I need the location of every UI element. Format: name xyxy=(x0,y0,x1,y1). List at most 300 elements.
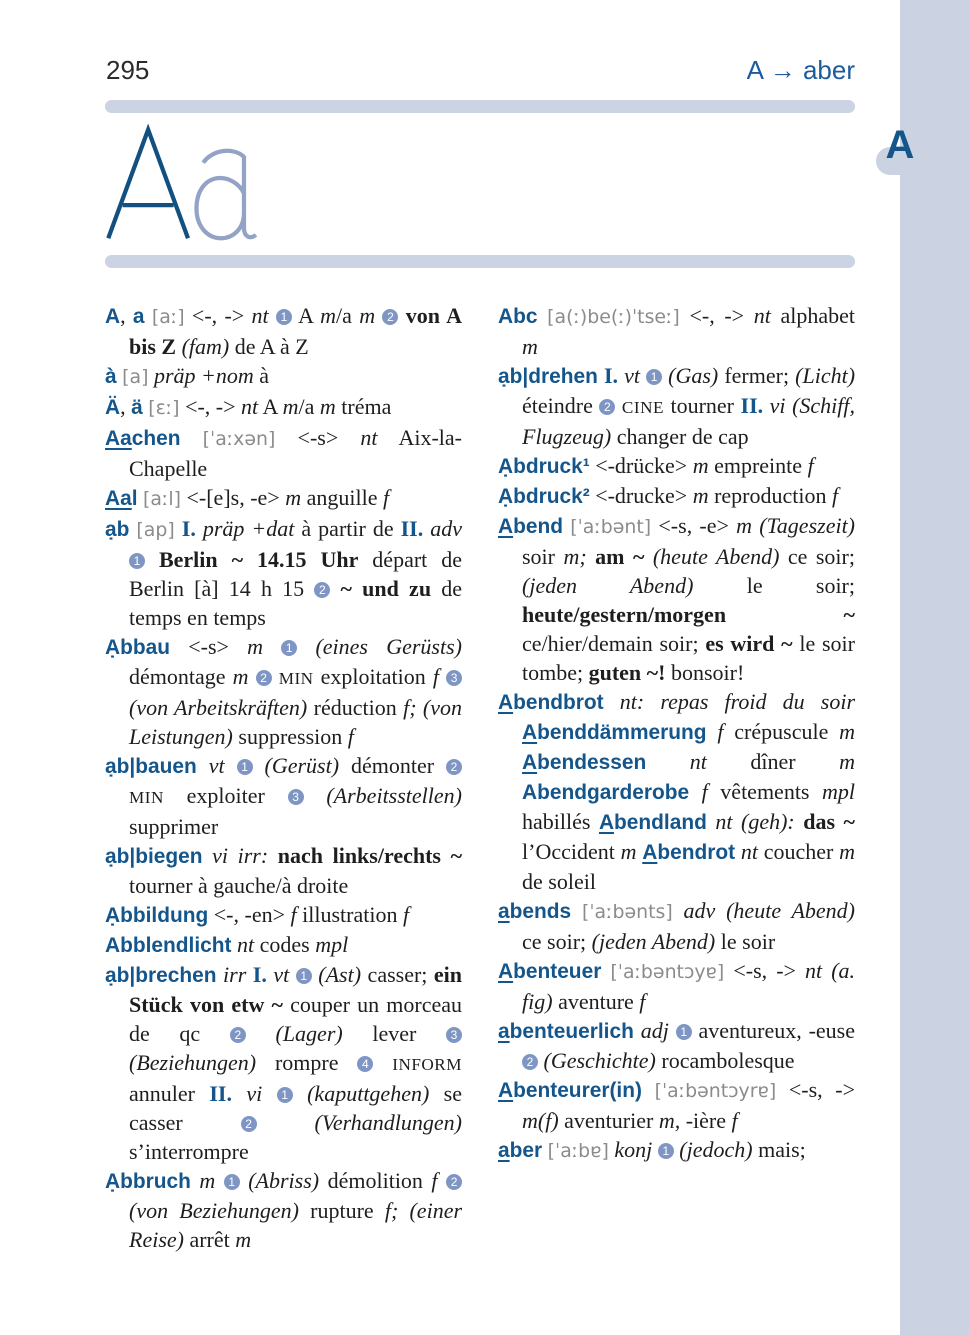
grammar-or-sense-label: (jedoch) xyxy=(679,1137,753,1162)
headword: benddämmerung xyxy=(537,721,707,744)
translation-text xyxy=(304,783,327,808)
roman-numeral: I. xyxy=(181,516,196,541)
translation-text: <-, -> xyxy=(184,303,252,328)
headword: ä xyxy=(131,396,143,419)
thumb-index-tab-letter: A xyxy=(885,123,915,167)
translation-text: de soleil xyxy=(522,869,596,894)
grammar-or-sense-label: (Lager) xyxy=(275,1021,343,1046)
sense-number-badge: 2 xyxy=(314,582,330,598)
headword: à xyxy=(105,365,117,388)
subject-field-label: CINE xyxy=(621,398,664,417)
bold-example: das ~ xyxy=(803,809,855,834)
big-letter-A-glyph xyxy=(108,130,188,239)
translation-text xyxy=(197,753,209,778)
translation-text: réduction xyxy=(307,695,404,720)
grammar-or-sense-label: m xyxy=(247,634,264,659)
grammar-or-sense-label: m xyxy=(319,394,336,419)
translation-text xyxy=(297,634,315,659)
entry-Abbildung xyxy=(105,900,462,930)
grammar-or-sense-label: (eines Gerüsts) xyxy=(315,634,462,659)
translation-text xyxy=(634,1018,641,1043)
headword: bend xyxy=(513,515,563,538)
grammar-or-sense-label: nt xyxy=(237,932,255,957)
entry-a-grave xyxy=(105,361,462,392)
translation-text xyxy=(673,898,684,923)
sense-number-badge: 2 xyxy=(241,1116,257,1132)
bold-example: ~ und zu xyxy=(340,576,432,601)
entry-abenteuerlich xyxy=(498,1016,855,1075)
subject-field-label: MIN xyxy=(278,669,314,688)
translation-text: <-, -en> xyxy=(208,902,291,927)
roman-numeral: II. xyxy=(740,393,764,418)
headword: bends xyxy=(509,900,572,923)
headword: benteurer(in) xyxy=(513,1079,642,1102)
headword: Abendgarderobe xyxy=(522,781,690,804)
translation-text: reproduction xyxy=(708,483,832,508)
sense-number-badge: 2 xyxy=(256,670,272,686)
headword: bendbrot xyxy=(513,691,604,714)
grammar-or-sense-label: (von Beziehungen) xyxy=(129,1198,299,1223)
grammar-or-sense-label: f xyxy=(290,902,297,927)
page-number: 295 xyxy=(106,55,150,85)
sense-number-badge: 2 xyxy=(522,1054,538,1070)
translation-text: bonsoir! xyxy=(665,660,745,685)
translation-text xyxy=(537,303,547,328)
entry-aber xyxy=(498,1135,855,1166)
translation-text: <-s, -e> xyxy=(651,513,737,538)
entry-Abend xyxy=(498,511,855,687)
grammar-or-sense-label: nt xyxy=(241,394,259,419)
grammar-or-sense-label: vt xyxy=(624,363,640,388)
translation-text xyxy=(652,1137,658,1162)
translation-text: vêtements xyxy=(707,779,822,804)
translation-text: <-, -> xyxy=(179,394,242,419)
translation-text: couper un morceau de qc xyxy=(129,992,463,1046)
translation-text: suppression xyxy=(232,724,348,749)
translation-text xyxy=(215,1168,223,1193)
headword: bendland xyxy=(614,811,707,834)
sense-number-badge: 1 xyxy=(296,968,312,984)
roman-numeral: I. xyxy=(252,962,267,987)
translation-text xyxy=(180,425,202,450)
grammar-or-sense-label: (Verhandlungen) xyxy=(314,1110,462,1135)
translation-text: Aix-la-Chapelle xyxy=(129,425,463,481)
translation-text xyxy=(263,634,281,659)
phonetic-transcription: [ɛː] xyxy=(148,397,180,419)
translation-text xyxy=(715,898,726,923)
translation-text: , xyxy=(120,394,132,419)
translation-text: , xyxy=(120,303,133,328)
grammar-or-sense-label: f xyxy=(639,989,646,1014)
translation-text xyxy=(398,303,405,328)
translation-text xyxy=(398,1198,409,1223)
translation-text: rocambolesque xyxy=(655,1048,795,1073)
translation-text xyxy=(373,1050,392,1075)
translation-text: exploitation xyxy=(313,664,433,689)
translation-text xyxy=(571,898,582,923)
grammar-or-sense-label: (jeden Abend) xyxy=(522,573,694,598)
grammar-or-sense-label: konj xyxy=(614,1137,653,1162)
translation-text xyxy=(669,1018,676,1043)
translation-text: éteindre xyxy=(522,393,600,418)
entry-Abbruch xyxy=(105,1166,462,1254)
translation-text xyxy=(268,843,278,868)
grammar-or-sense-label: m xyxy=(232,664,249,689)
entry-Abc xyxy=(498,301,855,361)
headword: ạb|drehen xyxy=(498,365,598,388)
entry-Aachen xyxy=(105,423,462,483)
translation-text xyxy=(225,753,237,778)
headword-underlined: A xyxy=(642,841,658,864)
translation-text: <-drucke> xyxy=(589,483,693,508)
grammar-or-sense-label: m xyxy=(320,303,337,328)
headword-underlined: Aa xyxy=(105,487,132,510)
phonetic-transcription: [ˈaːbɐ] xyxy=(547,1140,609,1162)
headword: Ạbbau xyxy=(105,636,170,659)
grammar-or-sense-label: irr xyxy=(223,962,247,987)
headword: Abblendlicht xyxy=(105,934,232,957)
grammar-or-sense-label: nt xyxy=(360,425,378,450)
grammar-or-sense-label: (Ast) xyxy=(318,962,362,987)
grammar-or-sense-label: vi xyxy=(246,1081,263,1106)
entry-ab xyxy=(105,514,462,632)
headword: Ạbdruck¹ xyxy=(498,455,590,478)
translation-text xyxy=(795,809,804,834)
translation-text xyxy=(246,1021,276,1046)
translation-text: le soir tombe; xyxy=(522,631,855,685)
entry-Abenteuer xyxy=(498,956,855,1016)
grammar-or-sense-label: mpl xyxy=(315,932,349,957)
phonetic-transcription: [ˈaːbəntɔyɐ] xyxy=(610,961,725,983)
translation-text xyxy=(438,1168,446,1193)
translation-text xyxy=(249,664,256,689)
headword-underlined: a xyxy=(498,1020,510,1043)
headword-underlined: a xyxy=(498,1139,510,1162)
grammar-or-sense-label: mpl xyxy=(822,779,855,804)
grammar-or-sense-label: nt xyxy=(689,749,707,774)
grammar-or-sense-label: f xyxy=(832,483,839,508)
translation-text: crépuscule xyxy=(723,719,840,744)
subject-field-label: MIN xyxy=(129,788,164,807)
translation-text: codes xyxy=(254,932,316,957)
grammar-or-sense-label: adv xyxy=(683,898,716,923)
phonetic-transcription: [ˈaːxən] xyxy=(202,428,276,450)
translation-text: /a xyxy=(336,303,360,328)
bold-example: von A bis Z xyxy=(129,303,463,359)
translation-text xyxy=(269,303,276,328)
translation-text xyxy=(375,303,382,328)
grammar-or-sense-label: m xyxy=(839,839,856,864)
translation-text xyxy=(145,303,152,328)
translation-text: aventurier xyxy=(558,1108,659,1133)
headword-underlined: Aa xyxy=(105,427,132,450)
translation-text: <-s, -> xyxy=(776,1077,856,1102)
translation-text: ce soir; xyxy=(779,544,855,569)
grammar-or-sense-label: f xyxy=(701,779,708,804)
translation-text: le soir xyxy=(715,929,776,954)
grammar-or-sense-label: vt xyxy=(273,962,290,987)
translation-text: à partir de xyxy=(294,516,401,541)
headword: Abc xyxy=(498,305,538,328)
headword-underlined: A xyxy=(498,515,514,538)
sense-number-badge: 1 xyxy=(281,640,297,656)
translation-text xyxy=(439,664,446,689)
translation-text: <-[e]s, -e> xyxy=(181,485,286,510)
header-guide-words: A → aber xyxy=(746,55,855,85)
grammar-or-sense-label: m(f) xyxy=(522,1108,559,1133)
grammar-or-sense-label: m xyxy=(839,719,856,744)
entries-area xyxy=(105,301,855,1254)
headword: ạb|brechen xyxy=(105,964,217,987)
headword: a xyxy=(132,305,145,328)
phonetic-transcription: [ˈaːbənt] xyxy=(570,516,652,538)
translation-text: <-s> xyxy=(275,425,361,450)
phonetic-transcription: [a(ː)be(ː)ˈtseː] xyxy=(547,306,680,328)
grammar-or-sense-label: nt xyxy=(740,839,758,864)
translation-text: l’Occident xyxy=(522,839,621,864)
translation-text: <-, -> xyxy=(679,303,754,328)
translation-text xyxy=(644,544,652,569)
translation-text: démontage xyxy=(129,664,233,689)
grammar-or-sense-label: f; xyxy=(403,695,417,720)
translation-text: rupture xyxy=(299,1198,385,1223)
translation-text: <-s> xyxy=(170,634,248,659)
translation-text xyxy=(587,544,595,569)
grammar-or-sense-label: (von Arbeitskräften) xyxy=(129,695,308,720)
grammar-or-sense-label: (Beziehungen) xyxy=(129,1050,257,1075)
headword: ạb|bauen xyxy=(105,755,197,778)
translation-text xyxy=(289,962,296,987)
grammar-or-sense-label: m xyxy=(199,1168,216,1193)
grammar-or-sense-label: m; xyxy=(563,544,587,569)
translation-text xyxy=(272,664,279,689)
translation-text: anguille xyxy=(301,485,383,510)
sense-number-badge: 4 xyxy=(357,1056,373,1072)
grammar-or-sense-label: (fam) xyxy=(181,334,230,359)
headword: bendessen xyxy=(537,751,647,774)
translation-text xyxy=(646,749,690,774)
grammar-or-sense-label: nt xyxy=(251,303,269,328)
headword: chen xyxy=(131,427,181,450)
phonetic-transcription: [aːl] xyxy=(143,488,181,510)
headword: Ạbbruch xyxy=(105,1170,191,1193)
grammar-or-sense-label: (heute Abend) xyxy=(726,898,856,923)
translation-text: exploiter xyxy=(163,783,288,808)
translation-text xyxy=(293,1081,307,1106)
grammar-or-sense-label: f xyxy=(432,664,439,689)
translation-text xyxy=(707,719,718,744)
grammar-or-sense-label: nt: repas froid du soir xyxy=(619,689,856,714)
sense-number-badge: 2 xyxy=(599,399,615,415)
sense-number-badge: 1 xyxy=(276,309,292,325)
translation-text: à xyxy=(253,363,270,388)
entry-Abbau xyxy=(105,632,462,751)
grammar-or-sense-label: f; xyxy=(384,1198,399,1223)
translation-text: tréma xyxy=(335,394,392,419)
headword: l xyxy=(131,487,138,510)
grammar-or-sense-label: nt xyxy=(805,958,823,983)
translation-text xyxy=(262,1081,276,1106)
grammar-or-sense-label: (Licht) xyxy=(795,363,856,388)
translation-text: le soir; xyxy=(693,573,855,598)
translation-text: habillés xyxy=(522,809,599,834)
translation-text: aventureux, -euse xyxy=(691,1018,855,1043)
entry-A-a xyxy=(105,301,462,361)
grammar-or-sense-label: m xyxy=(282,394,299,419)
entry-ab-biegen xyxy=(105,841,462,900)
grammar-or-sense-label: (Abriss) xyxy=(248,1168,320,1193)
grammar-or-sense-label: f xyxy=(717,719,724,744)
grammar-or-sense-label: m xyxy=(620,839,637,864)
sense-number-badge: 2 xyxy=(446,1174,462,1190)
phonetic-transcription: [a] xyxy=(122,366,149,388)
translation-text: /a xyxy=(298,394,320,419)
grammar-or-sense-label: (Gerüst) xyxy=(264,753,340,778)
grammar-or-sense-label: (Gas) xyxy=(668,363,719,388)
grammar-or-sense-label: m xyxy=(359,303,376,328)
headword: Ạbbildung xyxy=(105,904,209,927)
translation-text xyxy=(822,958,831,983)
translation-text xyxy=(604,689,620,714)
roman-numeral: II. xyxy=(400,516,424,541)
grammar-or-sense-label: adv xyxy=(430,516,463,541)
grammar-or-sense-label: präp +nom xyxy=(153,363,254,388)
translation-text: s’interrompre xyxy=(129,1139,249,1164)
top-divider-bar xyxy=(105,100,855,113)
bold-example: es wird ~ xyxy=(705,631,793,656)
headword: benteuerlich xyxy=(509,1020,634,1043)
grammar-or-sense-label: vi irr: xyxy=(212,843,269,868)
translation-text: de temps en temps xyxy=(129,576,463,630)
phonetic-transcription: [ap] xyxy=(136,519,175,541)
translation-text xyxy=(232,1081,246,1106)
translation-text: départ de Berlin [à] 14 h 15 xyxy=(129,547,462,601)
grammar-or-sense-label: nt (geh): xyxy=(715,809,795,834)
grammar-or-sense-label: (jeden Abend) xyxy=(591,929,716,954)
sense-number-badge: 3 xyxy=(288,789,304,805)
translation-text: A xyxy=(292,303,321,328)
entry-Abblendlicht xyxy=(105,930,462,960)
translation-text: <-drücke> xyxy=(589,453,693,478)
sense-number-badge: 1 xyxy=(646,369,662,385)
grammar-or-sense-label: m xyxy=(839,749,855,774)
bold-example: ein Stück von etw ~ xyxy=(129,962,463,1017)
translation-text: soir xyxy=(522,544,564,569)
subject-field-label: INFORM xyxy=(392,1055,462,1074)
sense-number-badge: 1 xyxy=(676,1024,692,1040)
translation-text: se casser xyxy=(129,1081,463,1135)
grammar-or-sense-label: (heute Abend) xyxy=(652,544,780,569)
big-letter-a-glyph xyxy=(196,151,255,238)
sense-number-badge: 1 xyxy=(237,759,253,775)
entry-Abdruck-2 xyxy=(498,481,855,511)
bold-example: Berlin ~ 14.15 Uhr xyxy=(158,547,359,572)
bold-example: guten ~! xyxy=(588,660,666,685)
translation-text: ce soir; xyxy=(522,929,592,954)
translation-text xyxy=(330,576,340,601)
grammar-or-sense-label: (Arbeitsstellen) xyxy=(326,783,462,808)
headword-underlined: A xyxy=(498,691,514,714)
headword-underlined: A xyxy=(498,1079,514,1102)
translation-text: illustration xyxy=(296,902,403,927)
sense-number-badge: 1 xyxy=(658,1143,674,1159)
translation-text xyxy=(203,843,213,868)
translation-text: A xyxy=(258,394,283,419)
grammar-or-sense-label: vi xyxy=(769,393,786,418)
grammar-or-sense-label: m xyxy=(522,334,538,359)
column-right xyxy=(498,301,855,1254)
entry-Aal xyxy=(105,483,462,514)
grammar-or-sense-label: (Schiff, Flugzeug) xyxy=(522,393,856,449)
grammar-or-sense-label: vt xyxy=(208,753,225,778)
bold-example: am ~ xyxy=(595,544,645,569)
translation-text: ce/hier/demain soir; xyxy=(522,631,706,656)
entry-Abendbrot-group xyxy=(498,687,855,896)
translation-text: alphabet xyxy=(770,303,856,328)
headword: Ạbdruck² xyxy=(498,485,590,508)
grammar-or-sense-label: (a. fig) xyxy=(522,958,856,1014)
thumb-index-band xyxy=(900,0,969,1335)
translation-text xyxy=(145,547,159,572)
translation-text: rompre xyxy=(256,1050,358,1075)
translation-text: casser; xyxy=(361,962,434,987)
phonetic-transcription: [aː] xyxy=(151,306,185,328)
headword-underlined: A xyxy=(522,721,538,744)
translation-text: aventure xyxy=(552,989,640,1014)
entry-Abenteurer-in xyxy=(498,1075,855,1135)
roman-numeral: I. xyxy=(603,363,619,388)
translation-text xyxy=(196,516,203,541)
grammar-or-sense-label: nt xyxy=(753,303,771,328)
bold-example: heute/gestern/morgen ~ xyxy=(522,602,855,627)
section-letters-Aa xyxy=(103,122,273,245)
grammar-or-sense-label: (Geschichte) xyxy=(543,1048,656,1073)
translation-text: mais; xyxy=(752,1137,806,1162)
phonetic-transcription: [ˈaːbənts] xyxy=(581,901,673,923)
headword-underlined: a xyxy=(498,900,510,923)
translation-text: changer de cap xyxy=(611,424,749,449)
sense-number-badge: 2 xyxy=(446,759,462,775)
headword: Ä xyxy=(105,396,121,419)
sense-number-badge: 1 xyxy=(277,1087,293,1103)
headword: benteuer xyxy=(513,960,602,983)
headword: ber xyxy=(509,1139,543,1162)
translation-text: tourner à gauche/à droite xyxy=(129,873,349,898)
entry-Abdruck-1 xyxy=(498,451,855,481)
entry-Ae-ae xyxy=(105,392,462,423)
sense-number-badge: 1 xyxy=(224,1174,240,1190)
translation-text xyxy=(689,779,702,804)
translation-text: annuler xyxy=(129,1081,210,1106)
grammar-or-sense-label: adj xyxy=(640,1018,669,1043)
grammar-or-sense-label: f xyxy=(382,485,390,510)
sense-number-badge: 1 xyxy=(129,553,145,569)
grammar-or-sense-label: m xyxy=(736,513,753,538)
grammar-or-sense-label: f xyxy=(402,902,410,927)
translation-text: empreinte xyxy=(708,453,808,478)
grammar-or-sense-label: m xyxy=(235,1227,252,1252)
entry-ab-brechen xyxy=(105,960,462,1166)
grammar-or-sense-label: m xyxy=(692,453,709,478)
translation-text: dîner xyxy=(706,749,840,774)
grammar-or-sense-label: (Tageszeit) xyxy=(759,513,856,538)
headword: ạb|biegen xyxy=(105,845,203,868)
translation-text: fermer; xyxy=(718,363,796,388)
headword: A xyxy=(105,305,121,328)
roman-numeral: II. xyxy=(209,1081,232,1106)
translation-text xyxy=(175,516,182,541)
entry-ab-drehen xyxy=(498,361,855,451)
